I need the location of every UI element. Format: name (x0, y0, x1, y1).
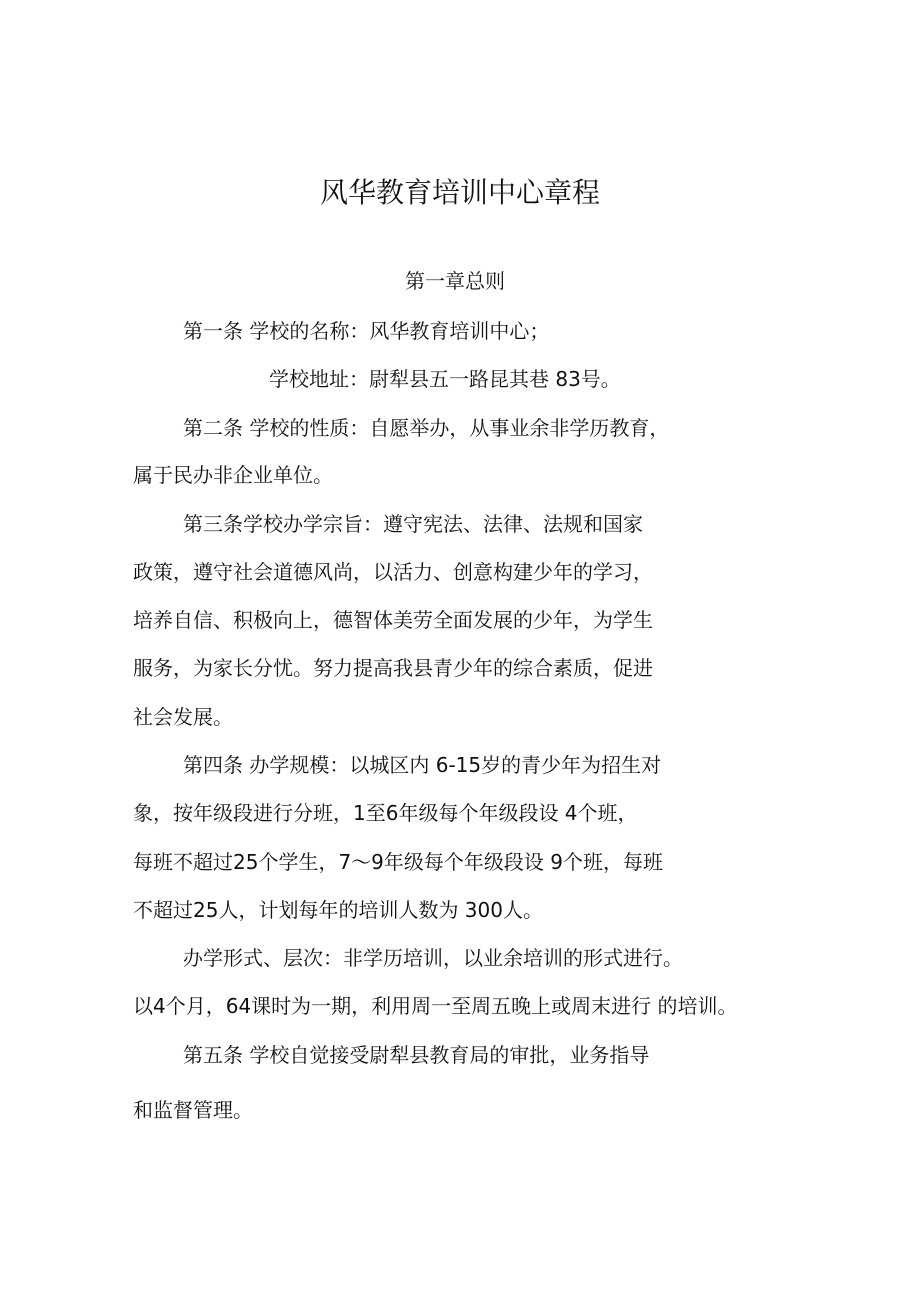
paragraph-line: 学校地址：尉犁县五一路昆其巷 83号。 (269, 367, 621, 391)
paragraph-line: 第二条 学校的性质：自愿举办，从事业余非学历教育， (183, 416, 670, 440)
paragraph-line: 第五条 学校自觉接受尉犁县教育局的审批，业务指导 (183, 1043, 650, 1067)
paragraph-line: 不超过25人，计划每年的培训人数为 300人。 (133, 898, 543, 922)
paragraph-line: 政策，遵守社会道德风尚，以活力、创意构建少年的学习， (133, 560, 653, 584)
paragraph-line: 以4个月，64课时为一期，利用周一至周五晚上或周末进行 的培训。 (133, 994, 738, 1018)
paragraph-line: 办学形式、层次：非学历培训，以业余培训的形式进行。 (183, 946, 683, 970)
paragraph-line: 培养自信、积极向上，德智体美劳全面发展的少年，为学生 (133, 608, 653, 632)
paragraph-line: 第四条 办学规模：以城区内 6-15岁的青少年为招生对 (183, 753, 662, 777)
chapter-heading: 第一章总则 (405, 269, 505, 293)
paragraph-line: 第三条学校办学宗旨：遵守宪法、法律、法规和国家 (183, 512, 643, 536)
paragraph-line: 社会发展。 (133, 705, 233, 729)
paragraph-line: 每班不超过25个学生，7～9年级每个年级段设 9个班，每班 (133, 850, 663, 874)
paragraph-line: 第一条 学校的名称：风华教育培训中心； (183, 319, 550, 343)
paragraph-line: 服务，为家长分忧。努力提高我县青少年的综合素质，促进 (133, 656, 653, 680)
document-title: 风华教育培训中心章程 (319, 176, 600, 209)
paragraph-line: 和监督管理。 (133, 1098, 253, 1122)
paragraph-line: 属于民办非企业单位。 (133, 463, 333, 487)
paragraph-line: 象，按年级段进行分班，1至6年级每个年级段设 4个班， (133, 801, 638, 825)
